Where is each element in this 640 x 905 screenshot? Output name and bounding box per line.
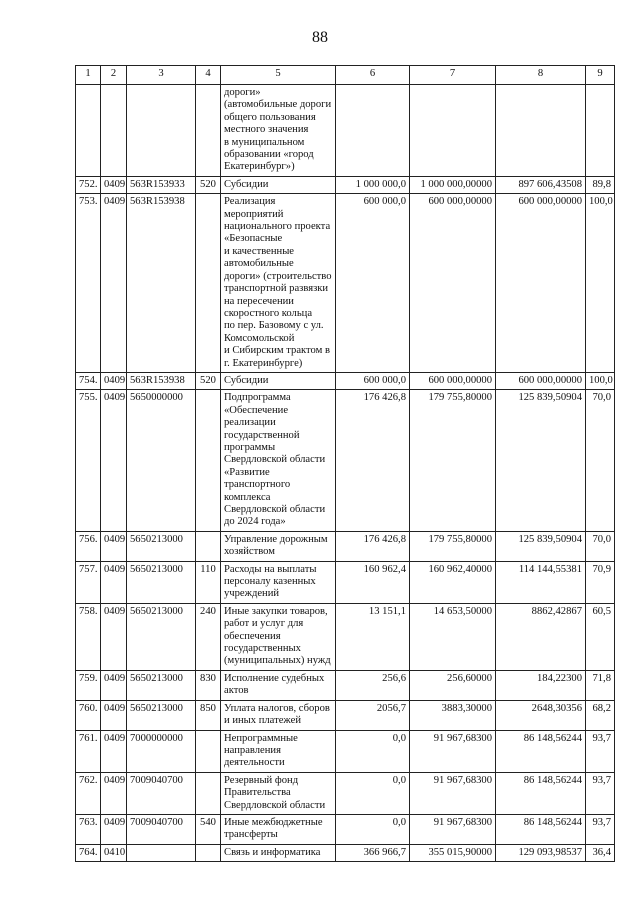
item-name: Резервный фонд Правительства Свердловской области [221,772,336,814]
section-code: 0409 [101,561,127,603]
executed-amount: 86 148,56244 [496,814,586,844]
row-number: 759. [76,670,101,700]
planned-amount: 600 000,0 [336,194,410,373]
planned-amount: 160 962,4 [336,561,410,603]
section-code: 0409 [101,603,127,670]
section-code: 0409 [101,390,127,531]
item-name: Иные закупки товаров, работ и услуг для обеспечения государственных (муниципальных) нужд [221,603,336,670]
item-name: Расходы на выплаты персоналу казенных учреждений [221,561,336,603]
target-code: 5650213000 [127,531,196,561]
item-name: Субсидии [221,372,336,389]
planned-amount: 0,0 [336,814,410,844]
executed-amount [496,85,586,177]
table-row [76,531,615,561]
item-name: дороги» (автомобильные дороги общего пользования местного значения в муниципальном образовании «город Екатеринбург») [221,85,336,177]
executed-amount: 8862,42867 [496,603,586,670]
target-code: 5650213000 [127,603,196,670]
item-name: Реализация мероприятий национального проекта «Безопасные и качественные автомобильные дороги» (строительство транспортной развязки на пересечении скоростного кольца по пер. Базовому с ул. Комсомольской и Сибирским трактом в г. Екатеринбурге) [221,194,336,373]
section-code: 0409 [101,730,127,772]
column-header: 8 [496,66,586,85]
table-row [76,730,615,772]
target-code: 563R153933 [127,176,196,193]
column-header: 1 [76,66,101,85]
target-code: 7009040700 [127,772,196,814]
section-code: 0409 [101,194,127,373]
expense-type [196,772,221,814]
row-number: 763. [76,814,101,844]
table-row [76,772,615,814]
target-code: 563R153938 [127,372,196,389]
table-row [76,194,615,373]
table-row [76,561,615,603]
row-number: 755. [76,390,101,531]
table-row [76,176,615,193]
expense-type [196,194,221,373]
executed-amount: 86 148,56244 [496,772,586,814]
expense-type: 110 [196,561,221,603]
planned-amount: 366 966,7 [336,844,410,861]
target-code: 5650213000 [127,561,196,603]
target-code [127,844,196,861]
approved-amount: 3883,30000 [410,700,496,730]
planned-amount: 0,0 [336,730,410,772]
target-code: 5650213000 [127,700,196,730]
planned-amount: 600 000,0 [336,372,410,389]
executed-amount: 2648,30356 [496,700,586,730]
table-row [76,603,615,670]
execution-percent: 100,0 [586,372,615,389]
execution-percent: 71,8 [586,670,615,700]
execution-percent: 89,8 [586,176,615,193]
row-number: 758. [76,603,101,670]
section-code: 0409 [101,814,127,844]
approved-amount: 1 000 000,00000 [410,176,496,193]
item-name: Иные межбюджетные трансферты [221,814,336,844]
approved-amount: 256,60000 [410,670,496,700]
approved-amount: 14 653,50000 [410,603,496,670]
section-code: 0409 [101,700,127,730]
item-name: Связь и информатика [221,844,336,861]
executed-amount: 114 144,55381 [496,561,586,603]
approved-amount: 355 015,90000 [410,844,496,861]
row-number [76,85,101,177]
executed-amount: 125 839,50904 [496,390,586,531]
section-code: 0409 [101,772,127,814]
row-number: 753. [76,194,101,373]
expense-type: 830 [196,670,221,700]
target-code: 563R153938 [127,194,196,373]
table-row [76,670,615,700]
execution-percent: 93,7 [586,814,615,844]
row-number: 752. [76,176,101,193]
column-header: 4 [196,66,221,85]
section-code: 0410 [101,844,127,861]
planned-amount: 0,0 [336,772,410,814]
column-header: 9 [586,66,615,85]
header-row [76,66,615,85]
table-row [76,700,615,730]
planned-amount: 176 426,8 [336,531,410,561]
approved-amount: 91 967,68300 [410,730,496,772]
execution-percent: 70,0 [586,390,615,531]
item-name: Исполнение судебных актов [221,670,336,700]
table-row [76,372,615,389]
approved-amount: 600 000,00000 [410,372,496,389]
expense-type: 540 [196,814,221,844]
item-name: Субсидии [221,176,336,193]
execution-percent: 60,5 [586,603,615,670]
execution-percent: 70,9 [586,561,615,603]
execution-percent [586,85,615,177]
approved-amount: 600 000,00000 [410,194,496,373]
execution-percent: 93,7 [586,730,615,772]
target-code [127,85,196,177]
section-code: 0409 [101,372,127,389]
approved-amount: 179 755,80000 [410,531,496,561]
expense-type [196,390,221,531]
execution-percent: 36,4 [586,844,615,861]
target-code: 5650000000 [127,390,196,531]
expense-type [196,85,221,177]
row-number: 764. [76,844,101,861]
target-code: 7009040700 [127,814,196,844]
executed-amount: 897 606,43508 [496,176,586,193]
table-row [76,844,615,861]
approved-amount: 179 755,80000 [410,390,496,531]
row-number: 760. [76,700,101,730]
approved-amount: 160 962,40000 [410,561,496,603]
section-code: 0409 [101,670,127,700]
executed-amount: 129 093,98537 [496,844,586,861]
row-number: 756. [76,531,101,561]
executed-amount: 125 839,50904 [496,531,586,561]
target-code: 7000000000 [127,730,196,772]
planned-amount: 2056,7 [336,700,410,730]
expense-type [196,531,221,561]
expense-type [196,730,221,772]
planned-amount: 1 000 000,0 [336,176,410,193]
expense-type: 850 [196,700,221,730]
column-header: 7 [410,66,496,85]
row-number: 754. [76,372,101,389]
row-number: 762. [76,772,101,814]
executed-amount: 184,22300 [496,670,586,700]
approved-amount: 91 967,68300 [410,814,496,844]
executed-amount: 600 000,00000 [496,194,586,373]
expense-type: 240 [196,603,221,670]
section-code: 0409 [101,531,127,561]
row-number: 761. [76,730,101,772]
section-code: 0409 [101,176,127,193]
page-number: 88 [312,29,328,46]
column-header: 5 [221,66,336,85]
planned-amount: 176 426,8 [336,390,410,531]
item-name: Непрограммные направления деятельности [221,730,336,772]
execution-percent: 93,7 [586,772,615,814]
expense-type [196,844,221,861]
planned-amount: 13 151,1 [336,603,410,670]
row-number: 757. [76,561,101,603]
table-row [76,390,615,531]
expense-type: 520 [196,372,221,389]
section-code [101,85,127,177]
table-row [76,814,615,844]
executed-amount: 600 000,00000 [496,372,586,389]
execution-percent: 70,0 [586,531,615,561]
approved-amount: 91 967,68300 [410,772,496,814]
item-name: Управление дорожным хозяйством [221,531,336,561]
execution-percent: 100,0 [586,194,615,373]
column-header: 6 [336,66,410,85]
item-name: Подпрограмма «Обеспечение реализации государственной программы Свердловской области «Развитие транспортного комплекса Свердловской области до 2024 года» [221,390,336,531]
item-name: Уплата налогов, сборов и иных платежей [221,700,336,730]
expense-type: 520 [196,176,221,193]
column-header: 3 [127,66,196,85]
executed-amount: 86 148,56244 [496,730,586,772]
planned-amount [336,85,410,177]
approved-amount [410,85,496,177]
budget-table [75,65,615,862]
column-header: 2 [101,66,127,85]
target-code: 5650213000 [127,670,196,700]
planned-amount: 256,6 [336,670,410,700]
execution-percent: 68,2 [586,700,615,730]
table-row [76,85,615,177]
